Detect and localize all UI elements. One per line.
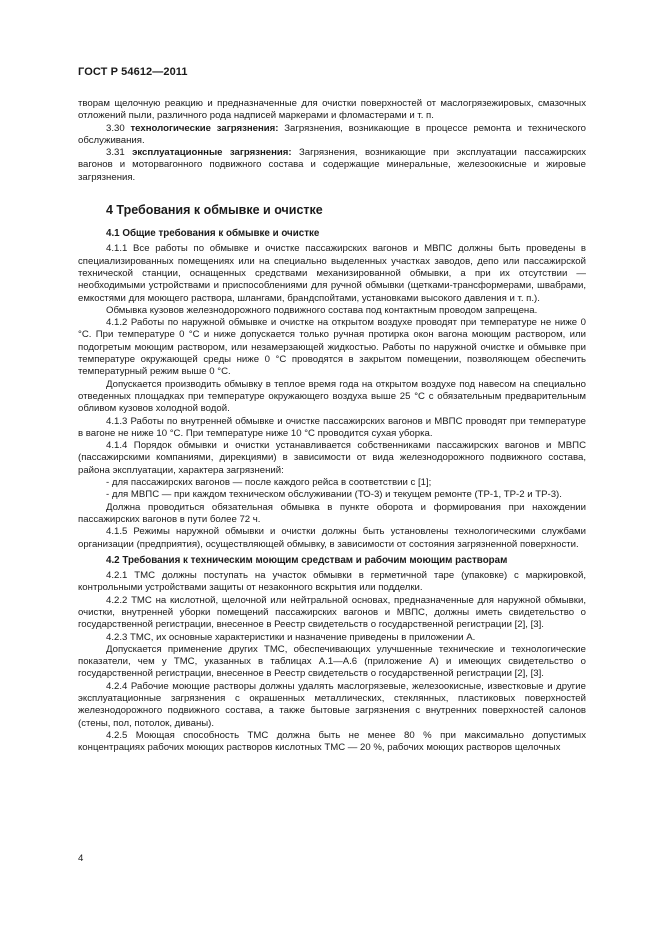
clause-4-1-5: 4.1.5 Режимы наружной обмывки и очистки должны быть установлены технологическими службами организации (предприятия), осуществляющей обмывку, в зависимости от состояния загрязненной поверхности.	[78, 526, 586, 550]
definition-text: Загрязнения, возникающие при эксплуатации пассажирских вагонов и моторвагонного подвижного состава и содержащие минеральные, железоокисные и жировые загрязнения.	[78, 147, 586, 183]
clause-4-2-3: 4.2.3 ТМС, их основные характеристики и назначение приведены в приложении А.	[106, 631, 476, 643]
clause-4-2-2: 4.2.2 ТМС на кислотной, щелочной или нейтральной основах, предназначенные для наружной обмывки, очистки, внутренней уборки помещений пассажирских вагонов и МВПС, должны иметь свидетельство о государственной регистрации, внесенное в Реестр свидетельств о государственной регистрации [2], [3].	[78, 594, 586, 631]
clause-4-1-1: 4.1.1 Все работы по обмывке и очистке пассажирских вагонов и МВПС должны быть проведены в специализированных помещениях или на специально выделенных участках заводов, депо или пассажирской технической станции, оснащенных средствами механизированной обмывки, а при их отсутствии — необходимыми устройствами и приспособлениями для ручной обмывки (щетками-трансформерами, швабрами, емкостями для моющего раствора, шлангами, брандспойтами, установками высокого давления и т. п.).	[78, 243, 586, 304]
paragraph-continuation: творам щелочную реакцию и предназначенные для очистки поверхностей от маслогрязежировых, смазочных отложений пыли, различного рода надписей маркерами и фломастерами и т. п.	[78, 98, 586, 122]
clause-4-1-2-note: Допускается производить обмывку в теплое время года на открытом воздухе под навесом на специально отведенных площадках при температуре окружающего воздуха выше 25 °С с обязательным предварительным обливом кузовов холодной водой.	[78, 378, 586, 415]
section-4-heading: 4 Требования к обмывке и очистке	[106, 203, 323, 218]
definition-term: эксплуатационные загрязнения:	[132, 147, 292, 159]
clause-4-1-4-note: Должна проводиться обязательная обмывка в пункте оборота и формирования при нахождении пассажирских вагонов в пути более 72 ч.	[78, 501, 586, 525]
document-body	[78, 98, 586, 755]
subsection-4-1-heading: 4.1 Общие требования к обмывке и очистке	[106, 228, 320, 240]
clause-4-2-3-note: Допускается применение других ТМС, обеспечивающих улучшенные технические и технологические показатели, чем у ТМС, указанных в таблицах А.1—А.6 (приложение А) и имеющих свидетельство о государственной регистрации, внесенное в Реестр свидетельств о государственной регистрации [2], [3].	[78, 643, 586, 680]
clause-4-1-2: 4.1.2 Работы по наружной обмывке и очистке на открытом воздухе проводят при температуре не ниже 0 °С. При температуре 0 °С и ниже допускается только ручная протирка окон вагона моющим раствором, или подогретым моющим раствором, или незамерзающей жидкостью. Работы по наружной очистке и обмывке при температуре окружающей среды ниже 0 °С проводятся в закрытом помещении, позволяющем обеспечить температурный режим выше 0 °С.	[78, 317, 586, 378]
page-number: 4	[78, 853, 84, 864]
clause-4-2-1: 4.2.1 ТМС должны поступать на участок обмывки в герметичной таре (упаковке) с маркировкой, контрольными устройствами защиты от незаконного вскрытия или подделки.	[78, 570, 586, 594]
clause-4-1-1-note: Обмывка кузовов железнодорожного подвижного состава под контактным проводом запрещена.	[106, 304, 538, 316]
definition-text: Загрязнения, возникающие в процессе ремонта и технического обслуживания.	[78, 122, 587, 146]
clause-4-1-4-item-b: - для МВПС — при каждом техническом обслуживании (ТО-3) и текущем ремонте (ТР-1, ТР-2 и ТР-3).	[106, 489, 562, 501]
clause-4-2-5: 4.2.5 Моющая способность ТМС должна быть не менее 80 % при максимально допустимых концентрациях рабочих моющих растворов кислотных ТМС — 20 %, рабочих моющих растворов щелочных	[78, 729, 586, 754]
subsection-4-2-heading: 4.2 Требования к техническим моющим средствам и рабочим моющим растворам	[106, 554, 508, 566]
clause-4-2-4: 4.2.4 Рабочие моющие растворы должны удалять маслогрязевые, железоокисные, известковые и другие эксплуатационные загрязнения с окрашенных металлических, стеклянных, пластиковых поверхностей железнодорожного подвижного состава, а также бытовые загрязнения с внутренних поверхностей салонов (стены, пол, потолок, диваны).	[78, 680, 586, 729]
definition-term: технологические загрязнения:	[130, 122, 279, 134]
definition-3-31	[78, 147, 586, 184]
definition-number: 3.31	[106, 147, 125, 159]
clause-4-1-3: 4.1.3 Работы по внутренней обмывке и очистке пассажирских вагонов и МВПС проводят при температуре в вагоне не ниже 10 °С. При температуре ниже 10 °С проводится сухая уборка.	[78, 415, 586, 439]
definition-3-30	[78, 123, 586, 148]
clause-4-1-4-item-a: - для пассажирских вагонов — после каждого рейса в соответствии с [1];	[106, 477, 432, 489]
document-code-header: ГОСТ Р 54612—2011	[78, 66, 188, 78]
clause-4-1-4: 4.1.4 Порядок обмывки и очистки устанавливается собственниками пассажирских вагонов и МВПС (пассажирскими компаниями, дирекциями) в зависимости от вида железнодорожного подвижного состава, района эксплуатации, характера загрязнений:	[78, 440, 586, 476]
definition-number: 3.30	[106, 122, 125, 134]
